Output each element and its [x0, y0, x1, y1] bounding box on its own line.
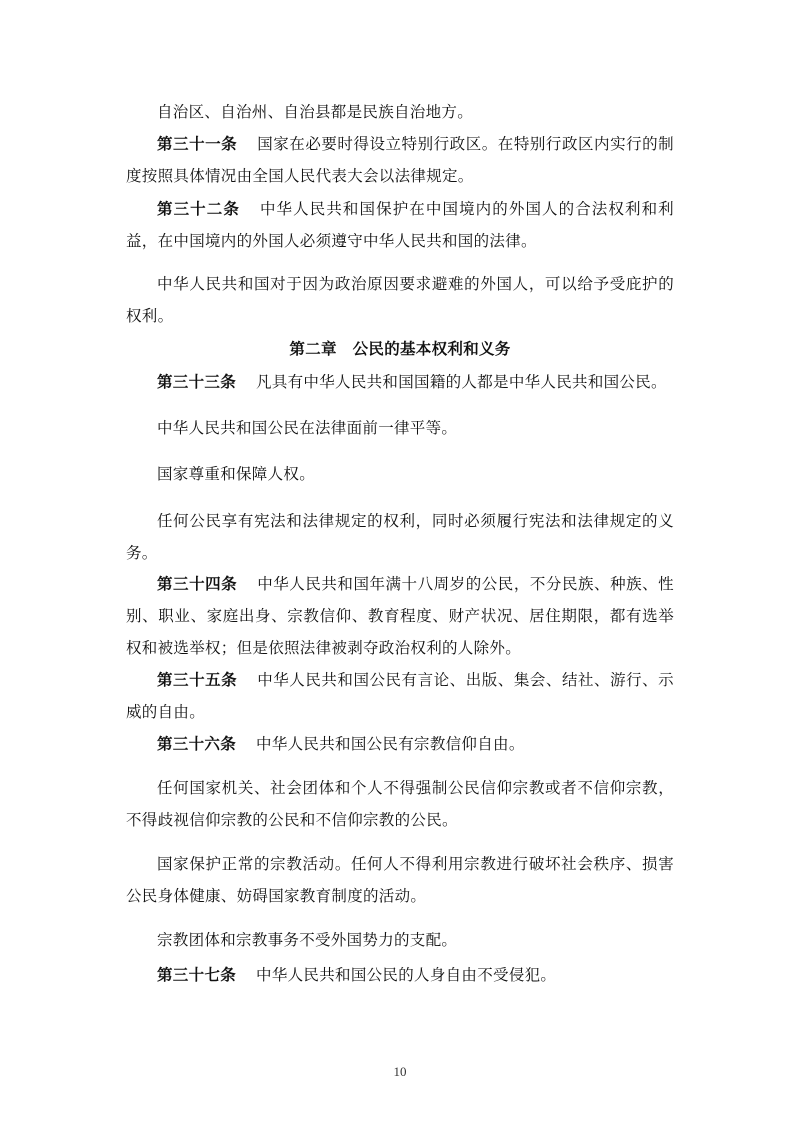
article-33 [126, 366, 674, 398]
page-number: 10 [393, 1064, 407, 1079]
article-label: 第三十二条 [157, 200, 240, 218]
paragraph-text: 自治区、自治州、自治县都是民族自治地方。 [157, 103, 474, 121]
article-35 [126, 664, 674, 728]
article-31 [126, 128, 674, 192]
paragraph-text: 中华人民共和国保护在中国境内的外国人的合法权利和利益，在中国境内的外国人必须遵守中华人民共和国的法律。 [126, 200, 674, 250]
paragraph [126, 848, 674, 912]
paragraph-text: 凡具有中华人民共和国国籍的人都是中华人民共和国公民。 [256, 373, 667, 391]
paragraph-text: 中华人民共和国公民有言论、出版、集会、结社、游行、示威的自由。 [126, 671, 674, 721]
paragraph-text: 国家在必要时得设立特别行政区。在特别行政区内实行的制度按照具体情况由全国人民代表大会以法律规定。 [126, 135, 674, 185]
paragraph-text: 中华人民共和国公民的人身自由不受侵犯。 [256, 966, 557, 984]
paragraph-text: 中华人民共和国公民在法律面前一律平等。 [157, 419, 458, 437]
paragraph [126, 268, 674, 332]
article-label: 第三十六条 [157, 735, 237, 753]
paragraph [126, 458, 674, 490]
paragraph [126, 924, 674, 956]
chapter-title: 第二章 公民的基本权利和义务 [289, 340, 511, 358]
paragraph-text: 中华人民共和国公民有宗教信仰自由。 [256, 735, 525, 753]
article-37 [126, 959, 674, 991]
paragraph-text: 国家尊重和保障人权。 [157, 465, 316, 483]
article-label: 第三十一条 [157, 135, 238, 153]
paragraph [126, 412, 674, 444]
paragraph-text: 宗教团体和宗教事务不受外国势力的支配。 [157, 931, 458, 949]
article-label: 第三十四条 [157, 575, 238, 593]
article-label: 第三十七条 [157, 966, 237, 984]
article-36 [126, 728, 674, 760]
article-label: 第三十三条 [157, 373, 237, 391]
article-32 [126, 193, 674, 257]
paragraph-text: 中华人民共和国年满十八周岁的公民，不分民族、种族、性别、职业、家庭出身、宗教信仰、教育程度、财产状况、居住期限，都有选举权和被选举权；但是依照法律被剥夺政治权利的人除外。 [126, 575, 674, 657]
paragraph-text: 国家保护正常的宗教活动。任何人不得利用宗教进行破坏社会秩序、损害公民身体健康、妨碍国家教育制度的活动。 [126, 855, 674, 905]
paragraph [126, 505, 674, 569]
paragraph-text: 中华人民共和国对于因为政治原因要求避难的外国人，可以给予受庇护的权利。 [126, 275, 674, 325]
paragraph [126, 96, 674, 128]
article-label: 第三十五条 [157, 671, 238, 689]
paragraph-text: 任何国家机关、社会团体和个人不得强制公民信仰宗教或者不信仰宗教，不得歧视信仰宗教的公民和不信仰宗教的公民。 [126, 779, 674, 829]
paragraph-text: 任何公民享有宪法和法律规定的权利，同时必须履行宪法和法律规定的义务。 [126, 512, 674, 562]
paragraph [126, 772, 674, 836]
article-34 [126, 568, 674, 664]
